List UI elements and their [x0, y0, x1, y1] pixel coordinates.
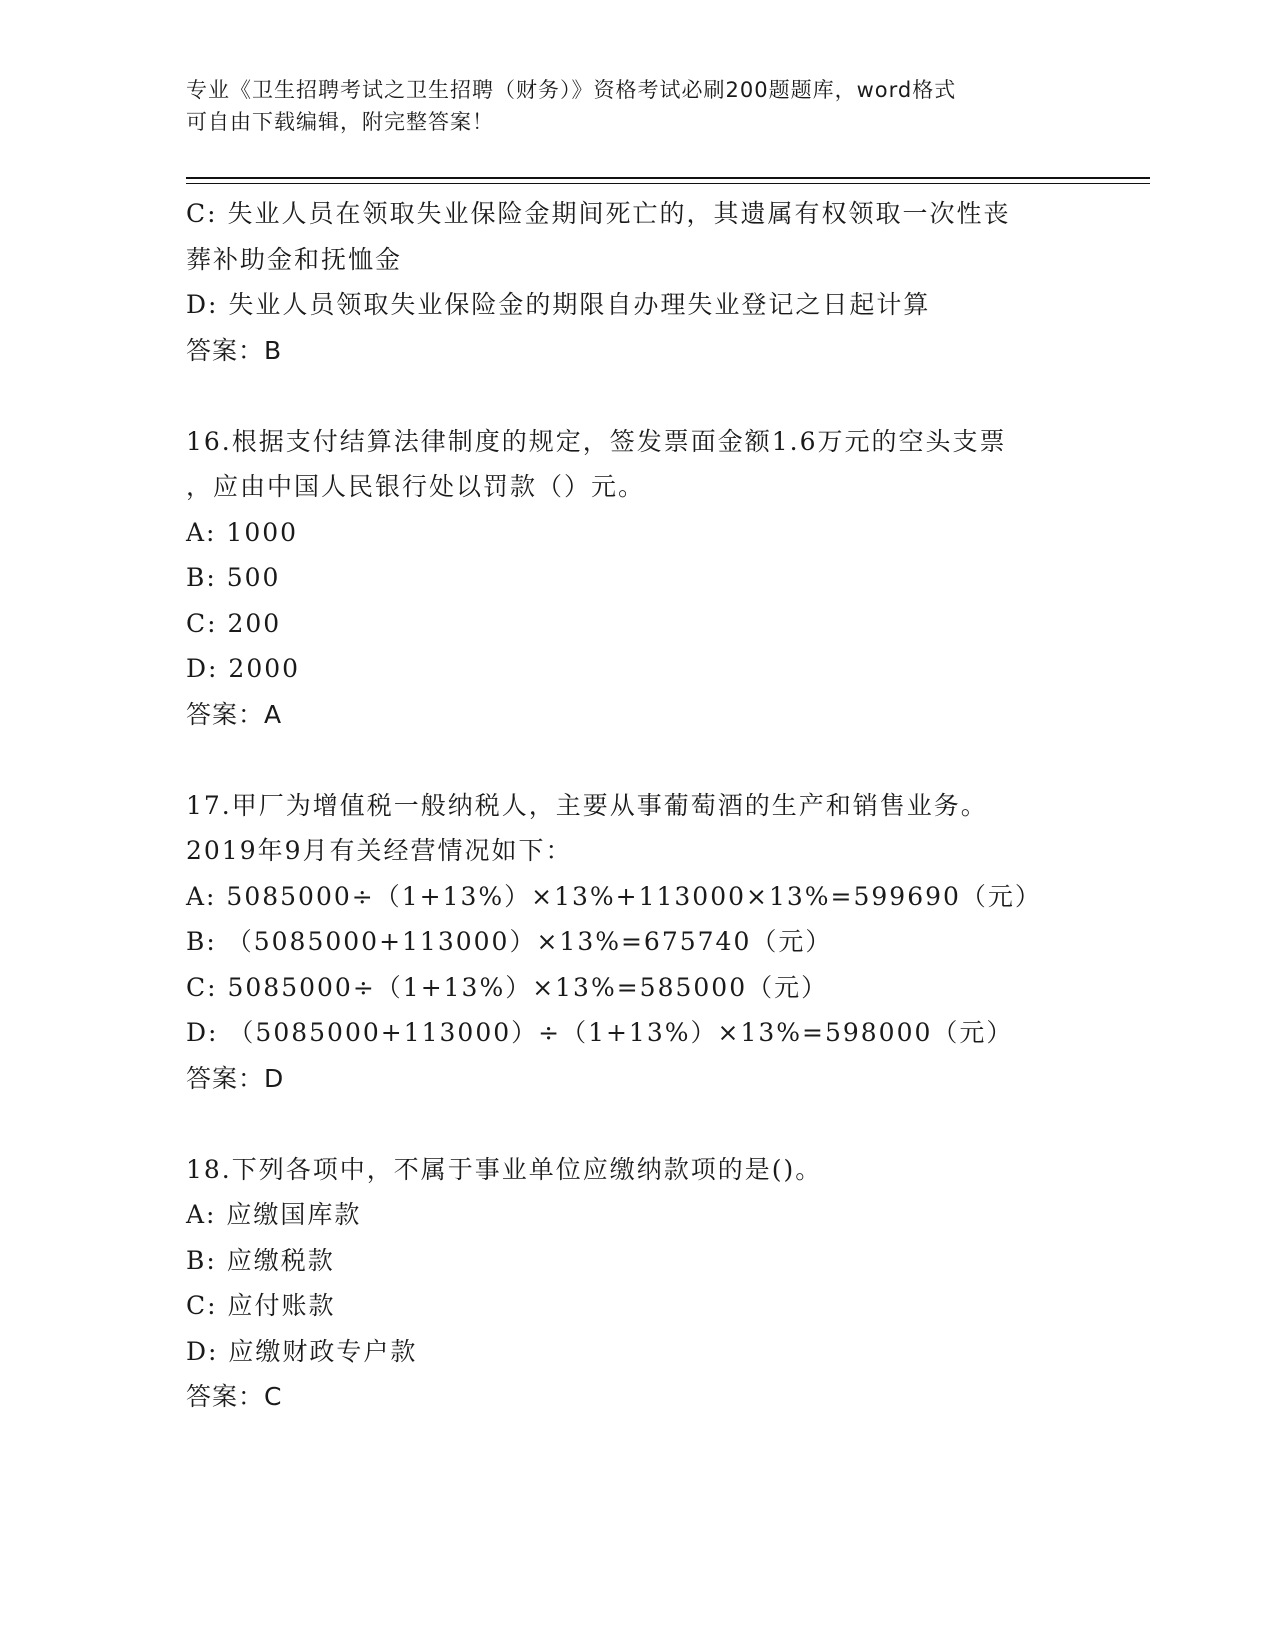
previous-question-tail — [186, 191, 1086, 373]
option-c-line2: 葬补助金和抚恤金 — [186, 244, 403, 274]
option-c: C: 应付账款 — [186, 1291, 336, 1320]
question-17 — [186, 783, 1086, 1102]
option-a: A: 1000 — [186, 517, 299, 547]
option-c: C: 200 — [186, 608, 282, 638]
document-header — [186, 74, 1066, 138]
spacer — [186, 373, 1086, 419]
option-b: B: （5085000+113000）×13%=675740（元） — [186, 927, 833, 956]
option-d: D: 2000 — [186, 654, 301, 683]
question-stem-line1: 16.根据支付结算法律制度的规定，签发票面金额1.6万元的空头支票 — [186, 426, 1007, 456]
answer-line: 答案：A — [186, 699, 283, 729]
question-stem-line2: ，应由中国人民银行处以罚款（）元。 — [186, 472, 646, 501]
question-content — [186, 191, 1086, 1420]
answer-line: 答案：D — [186, 1063, 285, 1093]
option-d: D: 应缴财政专户款 — [186, 1336, 418, 1366]
spacer — [186, 1101, 1086, 1147]
header-title-line: 专业《卫生招聘考试之卫生招聘（财务）》资格考试必刷200题题库，word格式 — [186, 78, 957, 102]
option-b: B: 500 — [186, 563, 281, 592]
option-b: B: 应缴税款 — [186, 1245, 335, 1275]
question-18 — [186, 1147, 1086, 1420]
question-stem: 18.下列各项中，不属于事业单位应缴纳款项的是()。 — [186, 1154, 823, 1184]
header-subtitle-line: 可自由下载编辑，附完整答案！ — [186, 110, 494, 134]
header-divider-thin — [186, 183, 1150, 184]
option-c-line1: C: 失业人员在领取失业保险金期间死亡的，其遗属有权领取一次性丧 — [186, 199, 1011, 228]
option-a: A: 5085000÷（1+13%）×13%+113000×13%=599690（元） — [186, 881, 1042, 911]
option-d: D: （5085000+113000）÷（1+13%）×13%=598000（元） — [186, 1018, 1014, 1047]
header-divider-thick — [186, 177, 1150, 179]
question-16 — [186, 419, 1086, 738]
answer-line: 答案：B — [186, 335, 283, 365]
option-c: C: 5085000÷（1+13%）×13%=585000（元） — [186, 972, 829, 1002]
option-d: D: 失业人员领取失业保险金的期限自办理失业登记之日起计算 — [186, 290, 931, 319]
spacer — [186, 737, 1086, 783]
question-stem-line2: 2019年9月有关经营情况如下： — [186, 836, 573, 865]
option-a: A: 应缴国库款 — [186, 1200, 362, 1229]
question-stem-line1: 17.甲厂为增值税一般纳税人，主要从事葡萄酒的生产和销售业务。 — [186, 790, 988, 820]
answer-line: 答案：C — [186, 1382, 283, 1411]
